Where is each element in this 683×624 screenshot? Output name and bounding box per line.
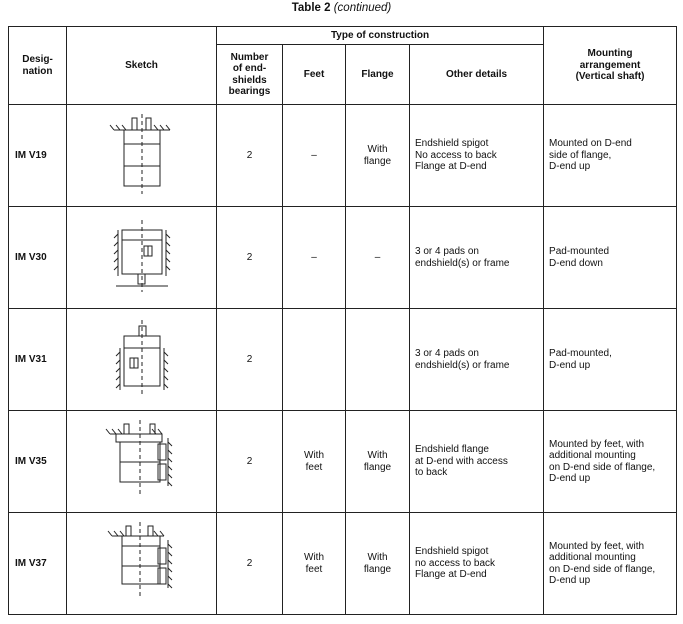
- table-row: [9, 207, 677, 309]
- motor-feet-flange-spigot-sketch-icon: [102, 522, 182, 606]
- header-flange: Flange: [346, 45, 410, 105]
- other-details-cell: Endshield spigot No access to back Flange at D-end: [410, 105, 544, 207]
- header-endshields: Number of end- shields bearings: [217, 45, 283, 105]
- other-details-cell: Endshield spigot no access to back Flange at D-end: [410, 513, 544, 615]
- motor-flange-top-sketch-icon: [102, 114, 182, 198]
- table-row: [9, 513, 677, 615]
- designation-cell: IM V31: [9, 309, 67, 411]
- motor-feet-flange-access-sketch-icon: [102, 420, 182, 504]
- flange-cell: –: [346, 207, 410, 309]
- sketch-cell: [67, 105, 217, 207]
- header-type-of-construction: Type of construction: [217, 27, 544, 45]
- mounting-cell: Pad-mounted, D-end up: [544, 309, 677, 411]
- feet-cell: With feet: [283, 513, 346, 615]
- header-designation: Desig- nation: [9, 27, 67, 105]
- header-sketch: Sketch: [67, 27, 217, 105]
- table-row: [9, 411, 677, 513]
- endshields-cell: 2: [217, 513, 283, 615]
- feet-cell: With feet: [283, 411, 346, 513]
- designation-cell: IM V19: [9, 105, 67, 207]
- flange-cell: With flange: [346, 513, 410, 615]
- designation-cell: IM V30: [9, 207, 67, 309]
- endshields-cell: 2: [217, 309, 283, 411]
- feet-cell: [283, 309, 346, 411]
- motor-pad-shaft-up-sketch-icon: [102, 318, 182, 402]
- construction-table: [8, 26, 677, 615]
- mounting-cell: Mounted by feet, with additional mounting on D-end side of flange, D-end up: [544, 411, 677, 513]
- other-details-cell: 3 or 4 pads on endshield(s) or frame: [410, 207, 544, 309]
- mounting-cell: Mounted by feet, with additional mounting on D-end side of flange, D-end up: [544, 513, 677, 615]
- sketch-cell: [67, 513, 217, 615]
- feet-cell: –: [283, 105, 346, 207]
- mounting-cell: Pad-mounted D-end down: [544, 207, 677, 309]
- sketch-cell: [67, 207, 217, 309]
- other-details-cell: 3 or 4 pads on endshield(s) or frame: [410, 309, 544, 411]
- endshields-cell: 2: [217, 411, 283, 513]
- table-row: [9, 105, 677, 207]
- feet-cell: –: [283, 207, 346, 309]
- designation-cell: IM V35: [9, 411, 67, 513]
- motor-pad-shaft-down-sketch-icon: [102, 216, 182, 300]
- table-row: [9, 309, 677, 411]
- designation-cell: IM V37: [9, 513, 67, 615]
- flange-cell: With flange: [346, 411, 410, 513]
- mounting-cell: Mounted on D-end side of flange, D-end up: [544, 105, 677, 207]
- flange-cell: With flange: [346, 105, 410, 207]
- sketch-cell: [67, 411, 217, 513]
- header-other-details: Other details: [410, 45, 544, 105]
- header-feet: Feet: [283, 45, 346, 105]
- caption-title: Table 2: [291, 2, 331, 14]
- endshields-cell: 2: [217, 105, 283, 207]
- caption-continued: (continued): [333, 2, 392, 14]
- table-caption: [0, 2, 683, 14]
- header-mounting: Mounting arrangement (Vertical shaft): [544, 27, 677, 105]
- flange-cell: [346, 309, 410, 411]
- other-details-cell: Endshield flange at D-end with access to back: [410, 411, 544, 513]
- sketch-cell: [67, 309, 217, 411]
- endshields-cell: 2: [217, 207, 283, 309]
